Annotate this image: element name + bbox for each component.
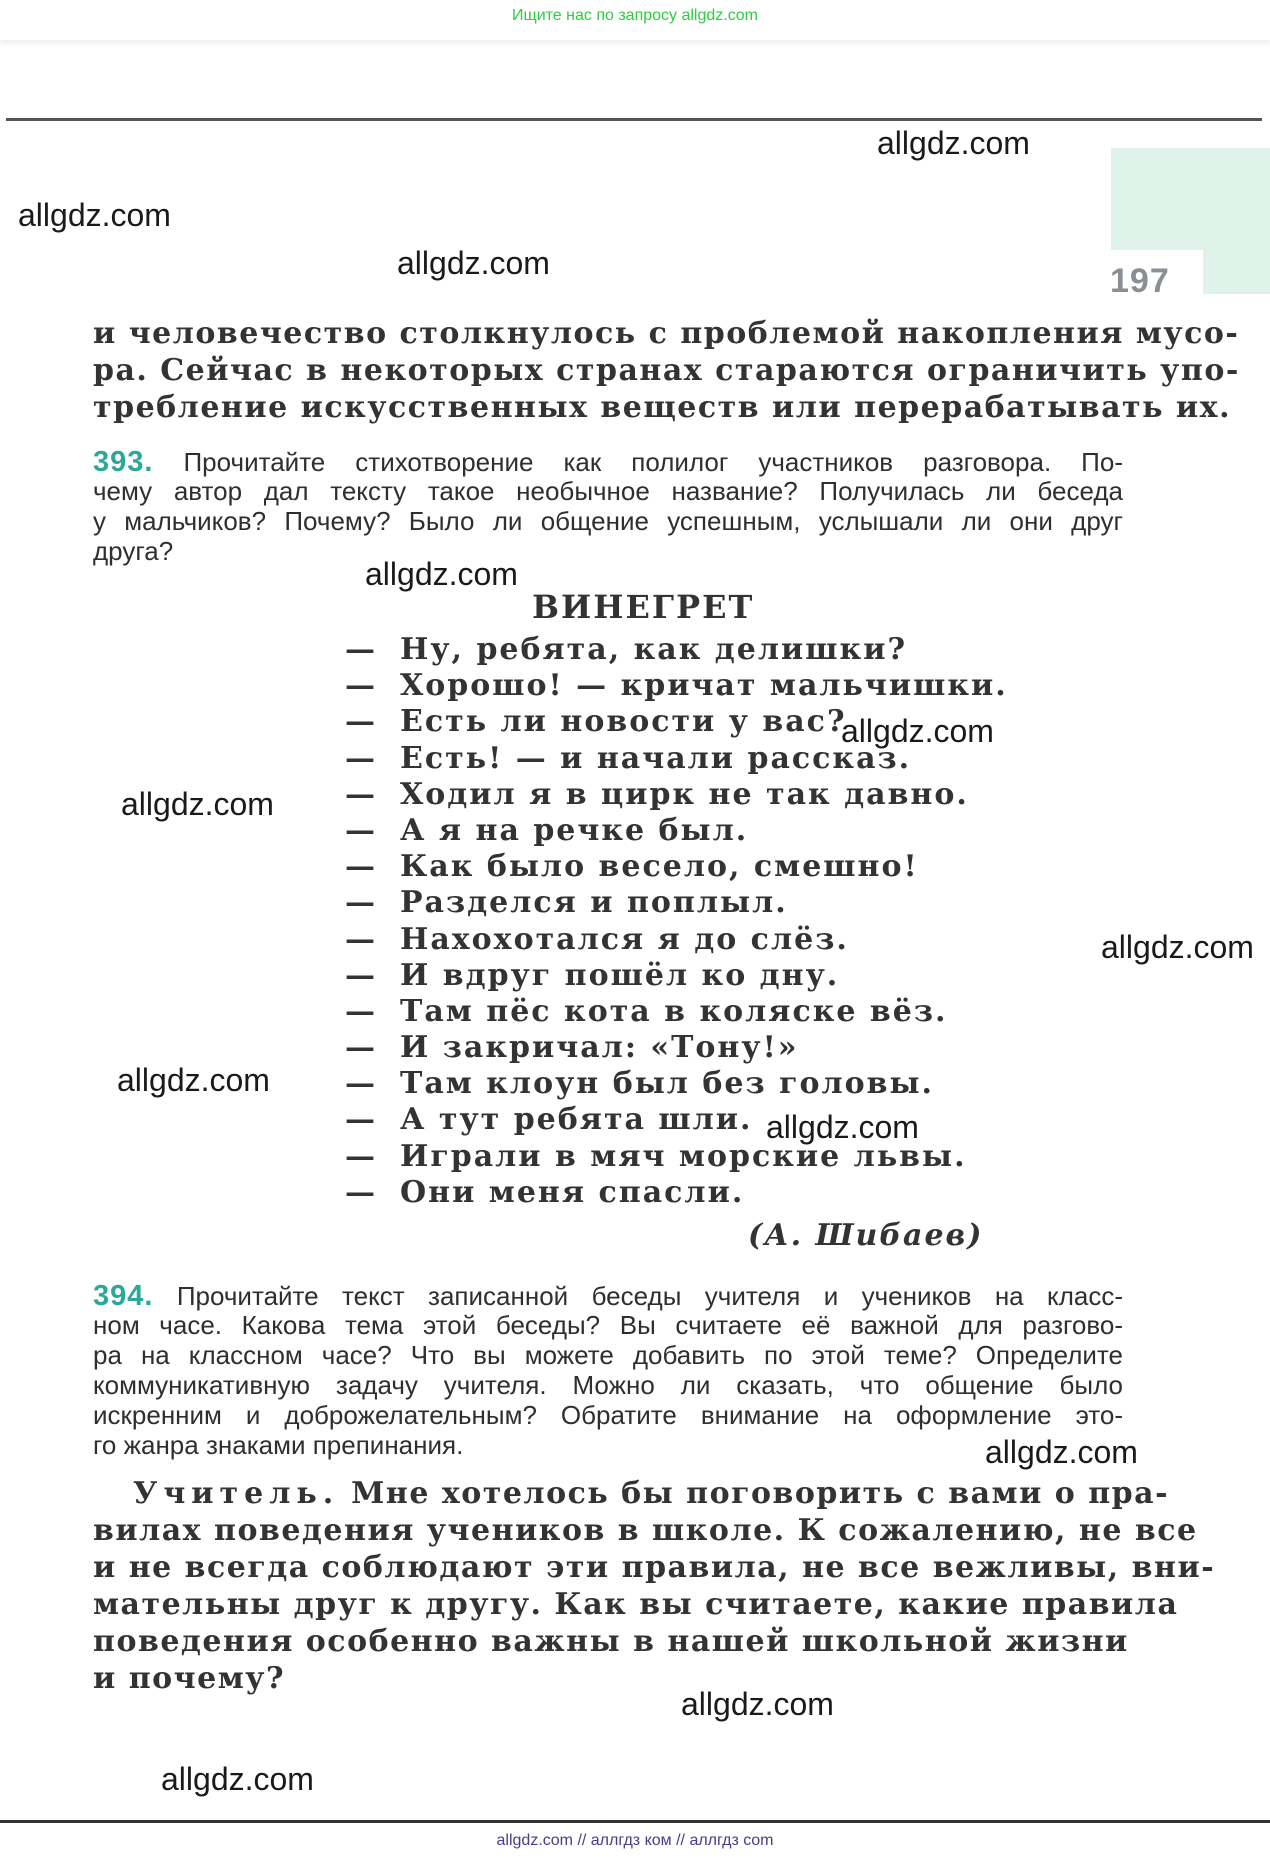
intro-line: ра. Сейчас в некоторых странах стараются ограничить упо- bbox=[93, 353, 1240, 388]
poem-author: (А. Шибаев) bbox=[748, 1218, 984, 1253]
watermark: allgdz.com bbox=[397, 245, 550, 281]
poem-line bbox=[345, 813, 1045, 849]
top-banner[interactable]: Ищите нас по запросу allgdz.com bbox=[0, 0, 1270, 40]
poem-line-text: Нахохотался я до слёз. bbox=[400, 921, 849, 957]
watermark: allgdz.com bbox=[985, 1434, 1138, 1470]
poem-line-text: Разделся и поплыл. bbox=[400, 885, 788, 921]
poem-dash: — bbox=[345, 993, 377, 1029]
poem-line-text: Играли в мяч морские львы. bbox=[400, 1138, 967, 1174]
dialogue-line: мательны друг к другу. Как вы считаете, какие правила bbox=[93, 1587, 1179, 1622]
watermark: allgdz.com bbox=[877, 125, 1030, 161]
poem-dash: — bbox=[345, 1138, 377, 1174]
dialogue-line: Мне хотелось бы поговорить с вами о пра- bbox=[351, 1476, 1170, 1511]
watermark: allgdz.com bbox=[841, 713, 994, 749]
page-number: 197 bbox=[1110, 262, 1170, 300]
poem-line bbox=[345, 994, 1045, 1030]
poem-line bbox=[345, 1030, 1045, 1066]
poem-line-text: И вдруг пошёл ко дну. bbox=[400, 957, 840, 993]
task-number: 394. bbox=[93, 1280, 154, 1312]
dialogue-line: и почему? bbox=[93, 1661, 286, 1696]
watermark: allgdz.com bbox=[18, 197, 171, 233]
poem-line-text: Ну, ребята, как делишки? bbox=[400, 632, 908, 667]
intro-line: и человечество столкнулось с проблемой накопления мусо- bbox=[93, 316, 1240, 351]
task-line: чему автор дал тексту такое необычное название? Получилась ли беседа bbox=[93, 476, 1123, 506]
task-393 bbox=[93, 446, 1123, 566]
poem-dash: — bbox=[345, 1102, 377, 1138]
dialogue-paragraph bbox=[93, 1476, 1216, 1698]
poem-title: ВИНЕГРЕТ bbox=[532, 588, 755, 626]
poem-dash: — bbox=[345, 1174, 377, 1210]
poem-dash: — bbox=[345, 885, 377, 921]
poem-dash: — bbox=[345, 849, 377, 885]
poem-line-text: Хорошо! — кричат мальчишки. bbox=[400, 668, 1008, 704]
poem-line-text: А тут ребята шли. bbox=[400, 1102, 753, 1138]
watermark: allgdz.com bbox=[681, 1686, 834, 1722]
poem-line bbox=[345, 1139, 1045, 1175]
intro-line: требление искусственных веществ или перерабатывать их. bbox=[93, 390, 1232, 425]
task-line: искренним и доброжелательным? Обратите внимание на оформление это- bbox=[93, 1400, 1123, 1430]
task-line: ном часе. Какова тема этой беседы? Вы считаете её важной для разгово- bbox=[93, 1310, 1123, 1340]
poem-line bbox=[345, 885, 1045, 921]
watermark: allgdz.com bbox=[117, 1062, 270, 1098]
poem-line bbox=[345, 922, 1045, 958]
poem-dash: — bbox=[345, 704, 377, 740]
poem-line bbox=[345, 1066, 1045, 1102]
watermark: allgdz.com bbox=[161, 1761, 314, 1797]
task-line: го жанра знаками препинания. bbox=[93, 1430, 464, 1460]
dialogue-line: поведения особенно важны в нашей школьной жизни bbox=[93, 1624, 1129, 1659]
poem-dash: — bbox=[345, 812, 377, 848]
task-number: 393. bbox=[93, 446, 154, 478]
task-line: ра на классном часе? Что вы можете добавить по этой теме? Определите bbox=[93, 1340, 1123, 1370]
dialogue-line: и не всегда соблюдают эти правила, не все вежливы, вни- bbox=[93, 1550, 1216, 1585]
poem-dash: — bbox=[345, 921, 377, 957]
poem-line bbox=[345, 958, 1045, 994]
poem-line-text: Как было весело, смешно! bbox=[400, 849, 919, 885]
dialogue-line: вилах поведения учеников в школе. К сожалению, не все bbox=[93, 1513, 1198, 1548]
poem-line-text: Там пёс кота в коляске вёз. bbox=[400, 993, 948, 1029]
poem-dash: — bbox=[345, 1066, 377, 1102]
intro-paragraph bbox=[93, 316, 1240, 427]
watermark: allgdz.com bbox=[766, 1109, 919, 1145]
poem-line-text: Есть ли новости у вас? bbox=[400, 704, 847, 740]
poem-dash: — bbox=[345, 957, 377, 993]
speaker-name: Учитель. bbox=[133, 1476, 340, 1511]
watermark: allgdz.com bbox=[121, 786, 274, 822]
task-line: друга? bbox=[93, 536, 174, 566]
task-394 bbox=[93, 1280, 1123, 1460]
top-divider bbox=[6, 118, 1262, 121]
poem-dash: — bbox=[345, 1030, 377, 1066]
poem-line-text: Там клоун был без головы. bbox=[400, 1066, 934, 1102]
poem-dash: — bbox=[345, 632, 377, 667]
poem-line-text: Они меня спасли. bbox=[400, 1174, 745, 1210]
poem-line bbox=[345, 632, 1045, 668]
poem-line-text: И закричал: «Тону!» bbox=[400, 1030, 799, 1066]
poem-line-text: А я на речке был. bbox=[400, 812, 749, 848]
poem-line bbox=[345, 668, 1045, 704]
footer-links[interactable]: allgdz.com // аллгдз ком // аллгдз com bbox=[496, 1832, 774, 1849]
poem-line bbox=[345, 849, 1045, 885]
task-line: Прочитайте стихотворение как полилог участников разговора. По- bbox=[183, 447, 1123, 477]
watermark: allgdz.com bbox=[1101, 929, 1254, 965]
watermark: allgdz.com bbox=[365, 556, 518, 592]
poem-dash: — bbox=[345, 776, 377, 812]
poem-line bbox=[345, 1175, 1045, 1211]
poem-line bbox=[345, 1102, 1045, 1138]
poem-dash: — bbox=[345, 740, 377, 776]
bottom-divider bbox=[0, 1820, 1270, 1823]
poem-line-text: Есть! — и начали рассказ. bbox=[400, 740, 912, 776]
poem-line bbox=[345, 777, 1045, 813]
poem-dash: — bbox=[345, 668, 377, 704]
task-line: у мальчиков? Почему? Было ли общение успешным, услышали ли они друг bbox=[93, 506, 1123, 536]
task-line: коммуникативную задачу учителя. Можно ли сказать, что общение было bbox=[93, 1370, 1123, 1400]
task-line: Прочитайте текст записанной беседы учителя и учеников на класс- bbox=[176, 1281, 1123, 1311]
poem-line-text: Ходил я в цирк не так давно. bbox=[400, 776, 969, 812]
